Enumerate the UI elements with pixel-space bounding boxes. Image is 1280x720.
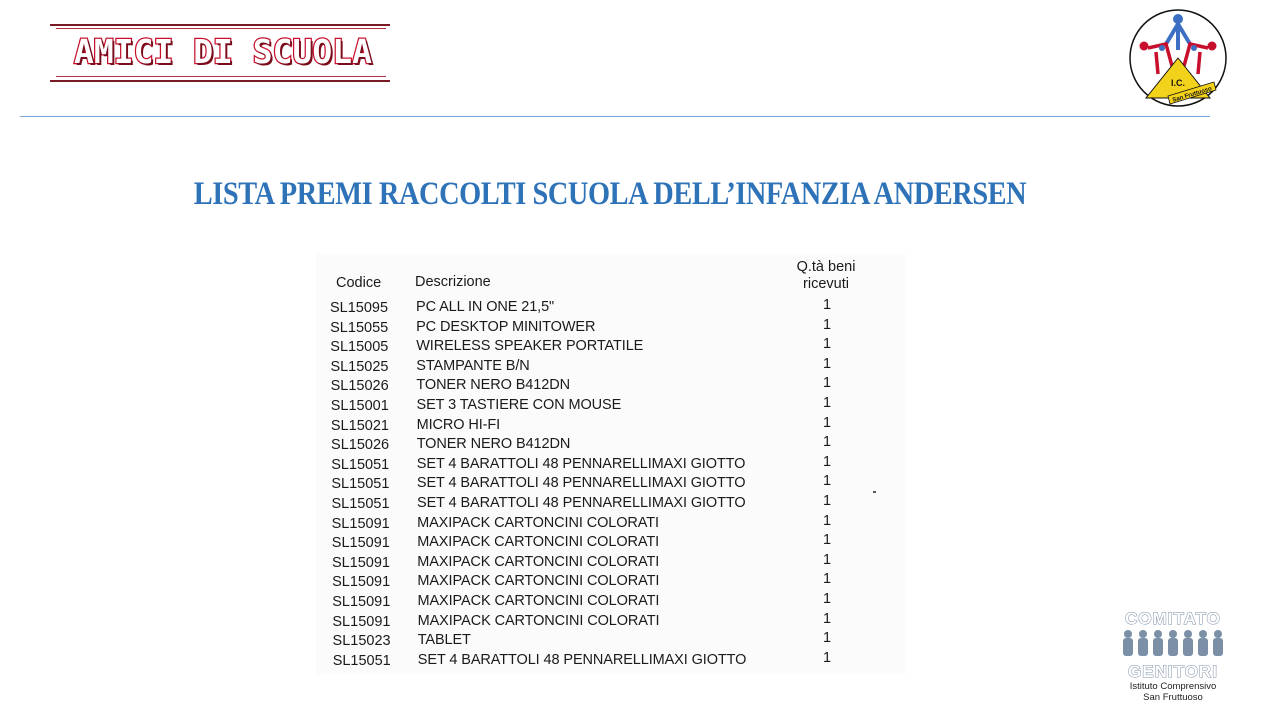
item-description: MAXIPACK CARTONCINI COLORATI xyxy=(417,534,660,551)
committee-word-1: COMITATO xyxy=(1125,609,1221,628)
item-qty: 1 xyxy=(823,316,832,333)
header-divider xyxy=(20,116,1210,117)
item-code: SL15091 xyxy=(332,574,391,591)
item-qty: 1 xyxy=(823,571,832,588)
brand-rule xyxy=(50,80,390,82)
list-item xyxy=(316,414,906,437)
item-qty: 1 xyxy=(823,649,832,666)
prize-list-scan xyxy=(316,254,906,674)
item-description: TONER NERO B412DN xyxy=(416,377,570,394)
list-item xyxy=(316,649,906,672)
list-item xyxy=(316,453,906,476)
item-qty: 1 xyxy=(823,493,832,509)
committee-subtitle-1: Istituto Comprensivo xyxy=(1129,681,1217,692)
list-item xyxy=(316,397,906,417)
column-header-qty-line2: ricevuti xyxy=(803,276,849,292)
list-item xyxy=(316,299,906,319)
committee-subtitle-2: San Fruttuoso xyxy=(1143,692,1203,703)
item-description: PC ALL IN ONE 21,5" xyxy=(416,299,555,315)
list-item xyxy=(316,551,906,574)
item-description: SET 4 BARATTOLI 48 PENNARELLIMAXI GIOTTO xyxy=(417,651,747,668)
item-code: SL15026 xyxy=(331,437,390,454)
column-header-qty-line1: Q.tà beni xyxy=(796,259,856,275)
list-item xyxy=(316,377,906,397)
item-code: SL15051 xyxy=(331,476,390,493)
item-code: SL15055 xyxy=(330,319,389,336)
item-code: SL15091 xyxy=(331,535,390,552)
list-item xyxy=(316,436,906,456)
item-qty: 1 xyxy=(823,630,832,647)
brand-rule xyxy=(56,28,386,29)
item-code: SL15025 xyxy=(330,358,389,375)
item-qty: 1 xyxy=(823,551,832,568)
column-header-description: Descrizione xyxy=(415,274,491,290)
item-description: TONER NERO B412DN xyxy=(416,436,571,453)
list-item xyxy=(316,534,906,554)
list-item xyxy=(316,338,906,358)
list-item xyxy=(316,475,906,495)
item-code: SL15051 xyxy=(332,652,391,669)
brand-text: AMICI DI SCUOLA xyxy=(73,32,372,71)
item-qty: 1 xyxy=(823,395,832,411)
list-item xyxy=(316,610,906,633)
item-qty: 1 xyxy=(823,355,832,372)
item-description: TABLET xyxy=(417,632,471,649)
list-item xyxy=(316,573,906,593)
item-code: SL15021 xyxy=(330,417,389,434)
page-title: LISTA PREMI RACCOLTI SCUOLA DELL’INFANZIA ANDERSEN xyxy=(193,176,1027,212)
list-item xyxy=(316,593,906,613)
item-description: MAXIPACK CARTONCINI COLORATI xyxy=(417,553,660,570)
item-description: MAXIPACK CARTONCINI COLORATI xyxy=(417,593,660,609)
school-logo-text: I.C. xyxy=(1170,78,1186,88)
item-description: MAXIPACK CARTONCINI COLORATI xyxy=(417,612,660,629)
item-description: MAXIPACK CARTONCINI COLORATI xyxy=(417,573,660,590)
item-qty: 1 xyxy=(823,610,832,627)
item-qty: 1 xyxy=(823,473,832,490)
item-description: SET 4 BARATTOLI 48 PENNARELLIMAXI GIOTTO xyxy=(417,495,746,511)
item-description: STAMPANTE B/N xyxy=(416,357,530,374)
item-qty: 1 xyxy=(823,297,832,313)
item-code: SL15091 xyxy=(332,613,391,630)
people-icon xyxy=(1118,628,1228,658)
committee-word-2: GENITORI xyxy=(1128,662,1218,681)
item-code: SL15095 xyxy=(330,300,389,316)
item-qty: 1 xyxy=(823,336,832,353)
item-description: SET 4 BARATTOLI 48 PENNARELLIMAXI GIOTTO xyxy=(416,455,746,472)
item-description: WIRELESS SPEAKER PORTATILE xyxy=(416,338,644,355)
brand-rule xyxy=(56,76,386,77)
item-qty: 1 xyxy=(823,512,832,529)
brand-rule xyxy=(50,24,390,26)
item-description: PC DESKTOP MINITOWER xyxy=(416,318,596,335)
item-qty: 1 xyxy=(823,414,832,431)
school-logo-ribbon: San Fruttuoso xyxy=(1171,86,1213,104)
item-code: SL15051 xyxy=(331,496,390,512)
item-code: SL15091 xyxy=(331,515,390,532)
item-description: MAXIPACK CARTONCINI COLORATI xyxy=(417,514,659,531)
column-header-code: Codice xyxy=(336,275,382,291)
brand-logo xyxy=(50,20,396,86)
item-code: SL15091 xyxy=(332,594,391,610)
item-description: MICRO HI-FI xyxy=(416,416,501,433)
list-item xyxy=(316,355,906,378)
item-code: SL15005 xyxy=(330,339,389,356)
item-code: SL15051 xyxy=(331,456,390,473)
school-logo xyxy=(1128,8,1228,108)
item-qty: 1 xyxy=(823,591,832,607)
list-item xyxy=(316,316,906,339)
item-code: SL15023 xyxy=(332,633,391,650)
item-code: SL15001 xyxy=(330,398,389,414)
column-header-qty xyxy=(786,259,866,293)
item-code: SL15091 xyxy=(331,554,390,571)
item-qty: 1 xyxy=(823,453,832,470)
item-code: SL15026 xyxy=(330,378,389,395)
committee-logo xyxy=(1110,610,1236,706)
list-item xyxy=(316,632,906,652)
item-description: SET 4 BARATTOLI 48 PENNARELLIMAXI GIOTTO xyxy=(416,475,746,492)
list-item xyxy=(316,512,906,535)
item-qty: 1 xyxy=(823,532,832,549)
list-item xyxy=(316,495,906,515)
item-qty: 1 xyxy=(823,375,832,392)
item-qty: 1 xyxy=(823,434,832,451)
item-description: SET 3 TASTIERE CON MOUSE xyxy=(416,397,622,413)
